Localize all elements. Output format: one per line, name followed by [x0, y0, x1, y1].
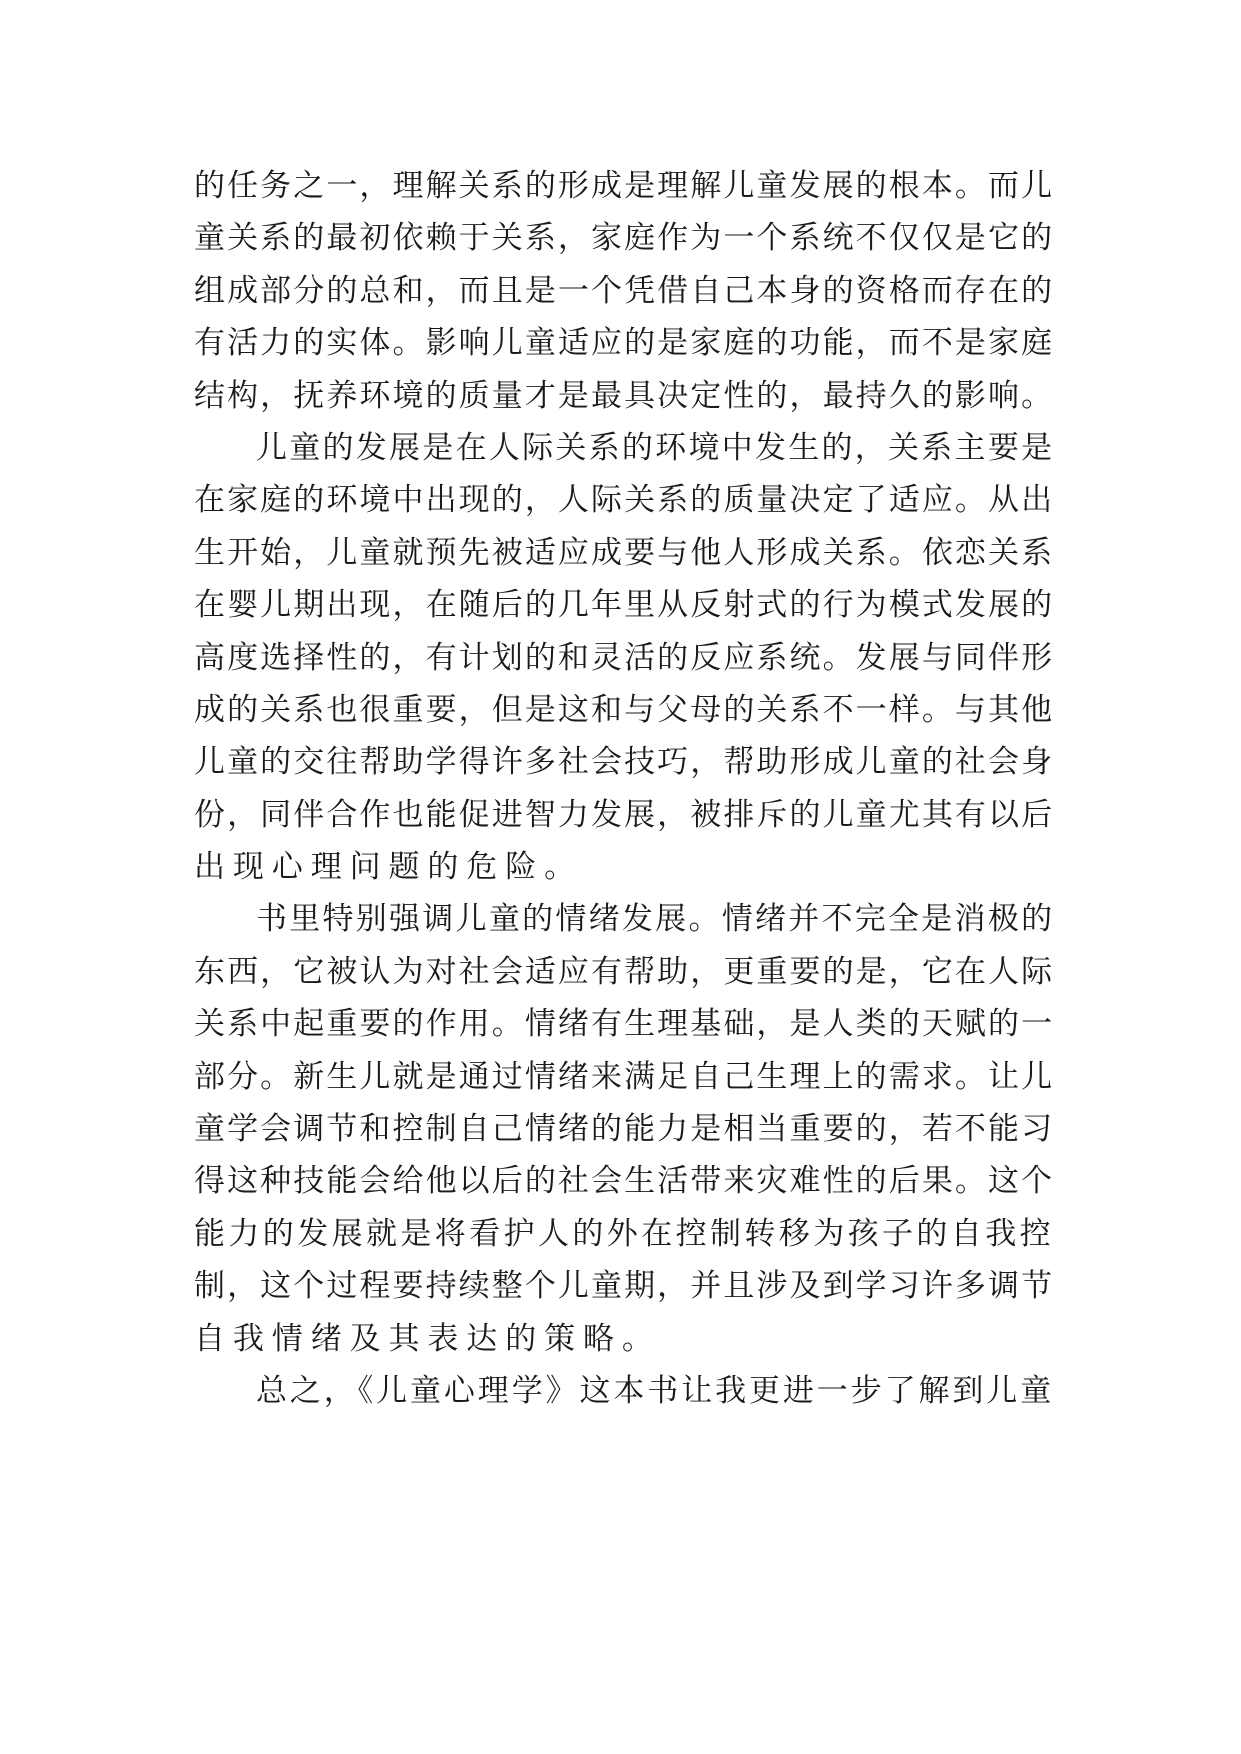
text-line: 结构，抚养环境的质量才是最具决定性的，最持久的影响。	[194, 377, 1054, 414]
text-line: 总之，《儿童心理学》这本书让我更进一步了解到儿童	[256, 1372, 1055, 1409]
text-line: 书里特别强调儿童的情绪发展。情绪并不完全是消极的	[256, 901, 1054, 938]
text-line: 关系中起重要的作用。情绪有生理基础，是人类的天赋的一	[194, 1006, 1054, 1043]
text-line: 份，同伴合作也能促进智力发展，被排斥的儿童尤其有以后	[194, 796, 1054, 833]
text-line: 成的关系也很重要，但是这和与父母的关系不一样。与其他	[194, 691, 1054, 728]
paragraph	[194, 893, 1054, 1365]
paragraph	[194, 1365, 1054, 1417]
text-line: 在家庭的环境中出现的，人际关系的质量决定了适应。从出	[194, 482, 1054, 519]
paragraph	[194, 422, 1054, 894]
text-line: 童关系的最初依赖于关系，家庭作为一个系统不仅仅是它的	[194, 220, 1054, 257]
text-line: 东西，它被认为对社会适应有帮助，更重要的是，它在人际	[194, 953, 1054, 990]
text-line: 儿童的交往帮助学得许多社会技巧，帮助形成儿童的社会身	[194, 744, 1054, 781]
text-line: 生开始，儿童就预先被适应成要与他人形成关系。依恋关系	[194, 534, 1054, 571]
text-line: 组成部分的总和，而且是一个凭借自己本身的资格而存在的	[194, 272, 1054, 309]
text-line: 制，这个过程要持续整个儿童期，并且涉及到学习许多调节	[194, 1268, 1054, 1305]
text-line: 的任务之一，理解关系的形成是理解儿童发展的根本。而儿	[194, 168, 1054, 204]
text-line: 部分。新生儿就是通过情绪来满足自己生理上的需求。让儿	[194, 1058, 1054, 1095]
text-line: 有活力的实体。影响儿童适应的是家庭的功能，而不是家庭	[194, 325, 1054, 362]
text-line: 能力的发展就是将看护人的外在控制转移为孩子的自我控	[194, 1215, 1054, 1252]
text-line: 高度选择性的，有计划的和灵活的反应系统。发展与同伴形	[194, 639, 1054, 676]
text-line: 儿童的发展是在人际关系的环境中发生的，关系主要是	[256, 429, 1054, 466]
text-line: 童学会调节和控制自己情绪的能力是相当重要的，若不能习	[194, 1111, 1054, 1148]
text-line: 自我情绪及其表达的策略。	[194, 1320, 661, 1357]
text-line: 在婴儿期出现，在随后的几年里从反射式的行为模式发展的	[194, 587, 1054, 624]
body-text	[194, 160, 1054, 1417]
paragraph	[194, 160, 1054, 422]
text-line: 得这种技能会给他以后的社会生活带来灾难性的后果。这个	[194, 1163, 1054, 1200]
text-line: 出现心理问题的危险。	[194, 849, 583, 886]
